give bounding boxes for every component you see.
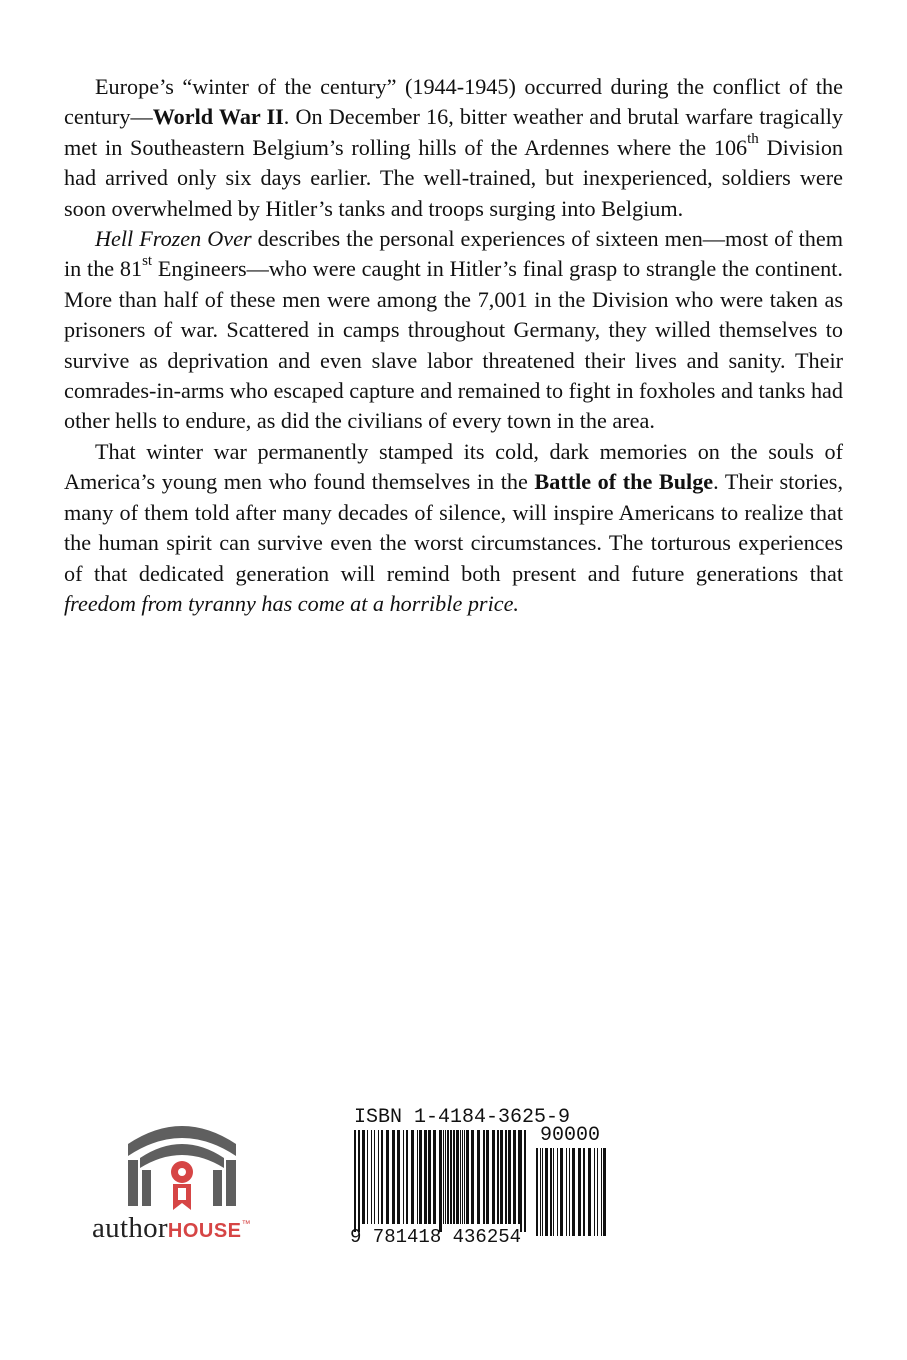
trademark-symbol: ™ — [241, 1218, 251, 1229]
publisher-logo — [92, 1114, 292, 1254]
authorhouse-house-icon — [124, 1114, 240, 1214]
barcode-bar — [518, 1130, 520, 1224]
addon-bar — [540, 1148, 541, 1236]
addon-bar — [601, 1148, 602, 1236]
p3-text-2: . Their stories, many of them told after many decades of silence, will inspire Americans to realize that the human spirit can survive even the worst circumstances. The torturous experiences of that dedicated generation will remind both present and future generations that — [64, 469, 843, 586]
p2-book-title: Hell Frozen Over — [95, 226, 252, 252]
ean-digits: 9 781418 436254 — [350, 1226, 522, 1248]
isbn-barcode — [340, 1102, 624, 1262]
barcode-guard-bar — [354, 1130, 356, 1232]
barcode-bar — [411, 1130, 414, 1224]
barcode-bar — [486, 1130, 489, 1224]
barcode-bar — [378, 1130, 379, 1224]
barcode-bar — [428, 1130, 431, 1224]
barcode-bar — [374, 1130, 375, 1224]
barcode-bar — [433, 1130, 436, 1224]
barcode-bar — [505, 1130, 507, 1224]
addon-bar — [583, 1148, 585, 1236]
barcode-bar — [445, 1130, 446, 1224]
addon-bar — [603, 1148, 606, 1236]
barcode-bar — [456, 1130, 459, 1224]
p2-superscript-st: st — [142, 253, 153, 270]
barcode-bar — [466, 1130, 469, 1224]
addon-bar — [597, 1148, 598, 1236]
barcode-bar — [397, 1130, 400, 1224]
barcode-bar — [508, 1130, 511, 1224]
wordmark-house: HOUSE — [167, 1220, 242, 1242]
addon-bar — [588, 1148, 591, 1236]
barcode-bar — [453, 1130, 455, 1224]
barcode-bar — [392, 1130, 395, 1224]
p3-bold-battle-of-the-bulge: Battle of the Bulge — [534, 469, 714, 495]
paragraph-3 — [64, 437, 843, 619]
price-code: 90000 — [540, 1124, 601, 1147]
addon-bar — [550, 1148, 552, 1236]
barcode-bar — [477, 1130, 480, 1224]
wordmark-author: author — [92, 1212, 168, 1244]
barcode-bar — [500, 1130, 503, 1224]
barcode-bar — [406, 1130, 408, 1224]
barcode-bar — [450, 1130, 452, 1224]
paragraph-2 — [64, 224, 843, 437]
isbn-number: ISBN 1-4184-3625-9 — [354, 1106, 571, 1129]
addon-bar — [545, 1148, 548, 1236]
addon-bar — [569, 1148, 570, 1236]
barcode-bar — [483, 1130, 485, 1224]
p1-text-1: Europe’s “winter of the century” (1944-1945) occurred during the conflict of the century— — [64, 74, 843, 130]
barcode-bar — [371, 1130, 372, 1224]
barcode-bar — [471, 1130, 474, 1224]
barcode-bar — [497, 1130, 499, 1224]
back-cover-blurb — [64, 72, 843, 619]
addon-bar — [553, 1148, 554, 1236]
addon-bar — [572, 1148, 575, 1236]
barcode-bar — [419, 1130, 422, 1224]
addon-bar — [594, 1148, 595, 1236]
barcode-bar — [381, 1130, 383, 1224]
addon-bar — [566, 1148, 567, 1236]
addon-bar — [578, 1148, 581, 1236]
p1-superscript-th: th — [747, 131, 759, 148]
addon-bar — [557, 1148, 558, 1236]
barcode-bar — [462, 1130, 463, 1224]
p1-text-3: Division had arrived only six days earlier. The well-trained, but inexperienced, soldiers were soon overwhelmed by Hitler’s tanks and troops surging into Belgium. — [64, 134, 844, 221]
barcode-guard-bar — [524, 1130, 526, 1232]
barcode-bar — [367, 1130, 368, 1224]
paragraph-1 — [64, 72, 843, 224]
barcode-bar — [443, 1130, 444, 1224]
addon-guard-bar — [536, 1148, 538, 1236]
barcode-guard-bar — [520, 1130, 522, 1232]
p2-text-1: describes the personal experiences of sixteen men—most of them in the 81 — [64, 226, 843, 282]
addon-bar — [542, 1148, 543, 1236]
p3-text-1: That winter war permanently stamped its cold, dark memories on the souls of America’s young men who found themselves in the — [64, 438, 843, 495]
addon-bar — [560, 1148, 563, 1236]
barcode-bar — [362, 1130, 365, 1224]
p1-bold-world-war-ii: World War II — [152, 104, 284, 130]
barcode-bar — [439, 1130, 442, 1232]
barcode-bar — [492, 1130, 495, 1224]
barcode-bar — [513, 1130, 516, 1224]
barcode-bar — [424, 1130, 427, 1224]
p3-italic-closing: freedom from tyranny has come at a horrible price. — [64, 590, 519, 616]
p1-text-2: . On December 16, bitter weather and brutal warfare tragically met in Southeastern Belgium’s rolling hills of the Ardennes where the 106 — [64, 104, 844, 160]
authorhouse-wordmark — [92, 1212, 251, 1245]
barcode-bar — [417, 1130, 418, 1224]
barcode-bar — [460, 1130, 461, 1224]
barcode-guard-bar — [358, 1130, 360, 1232]
barcode-bar — [464, 1130, 465, 1224]
barcode-bar — [386, 1130, 389, 1224]
barcode-bar — [447, 1130, 449, 1224]
barcode-bar — [403, 1130, 404, 1224]
p2-text-2: Engineers—who were caught in Hitler’s final grasp to strangle the continent. More than half of these men were among the 7,001 in the Division who were taken as prisoners of war. Scattered in camps throughout Germany, they willed themselves to survive as deprivation and even slave labor threatened their lives and sanity. Their comrades-in-arms who escaped capture and remained to fight in foxholes and tanks had other hells to endure, as did the civilians of every town in the area. — [64, 256, 843, 434]
